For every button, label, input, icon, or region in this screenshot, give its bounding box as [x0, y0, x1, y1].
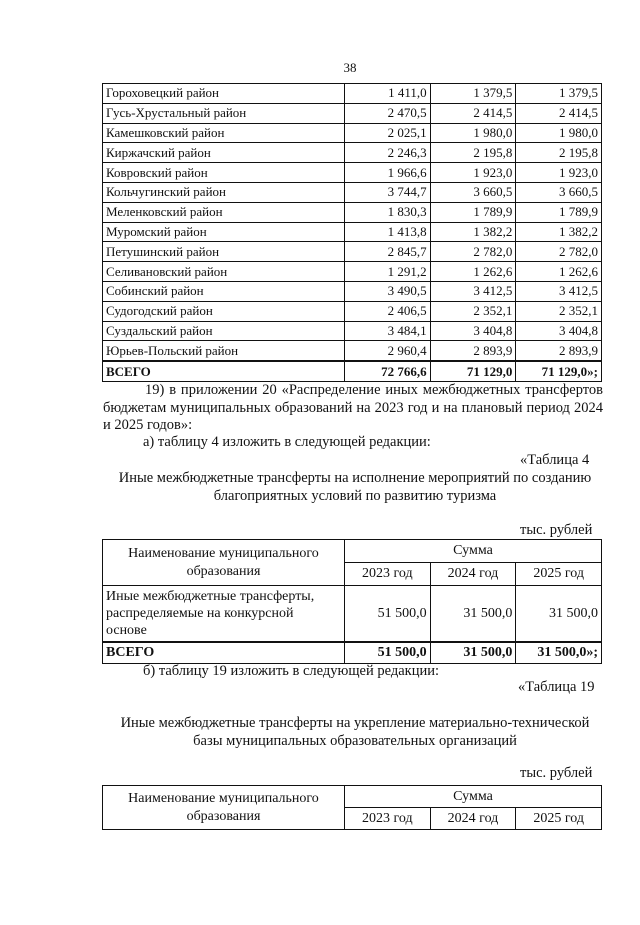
value-2024: 1 923,0 [430, 163, 516, 183]
value-2025: 1 379,5 [516, 84, 602, 104]
value-2025: 2 782,0 [516, 242, 602, 262]
value-2025: 1 789,9 [516, 202, 602, 222]
table-row [103, 84, 602, 104]
value-2024: 31 500,0 [430, 586, 516, 643]
header-municipality-line-2: образования [186, 808, 261, 824]
value-2024: 2 414,5 [430, 103, 516, 123]
table-4 [102, 539, 602, 664]
value-2025: 71 129,0»; [516, 361, 602, 381]
value-2023: 51 500,0 [345, 586, 431, 643]
table-4-caption: «Таблица 4 [520, 452, 590, 468]
value-2025: 1 382,2 [516, 222, 602, 242]
value-2025: 31 500,0 [516, 586, 602, 643]
header-year-2025: 2025 год [516, 563, 602, 586]
district-name: Меленковский район [103, 202, 345, 222]
district-name: Муромский район [103, 222, 345, 242]
row-name-line-2: распределяемые на конкурсной [106, 606, 294, 621]
table-row [103, 341, 602, 361]
district-name: Камешковский район [103, 123, 345, 143]
table-19-caption: «Таблица 19 [518, 679, 595, 695]
value-2024: 2 195,8 [430, 143, 516, 163]
district-name: Ковровский район [103, 163, 345, 183]
item-b-paragraph: б) таблицу 19 изложить в следующей редакции: [143, 663, 440, 679]
value-2025: 2 195,8 [516, 143, 602, 163]
value-2023: 2 246,3 [345, 143, 431, 163]
total-2025: 31 500,0»; [516, 642, 602, 664]
header-municipality [103, 540, 345, 586]
value-2023: 2 960,4 [345, 341, 431, 361]
table-row [103, 321, 602, 341]
table-row [103, 222, 602, 242]
table-row [103, 123, 602, 143]
value-2024: 1 262,6 [430, 262, 516, 282]
table-4-title [105, 470, 605, 505]
value-2025: 2 414,5 [516, 103, 602, 123]
value-2023: 2 406,5 [345, 301, 431, 321]
header-year-2024: 2024 год [430, 808, 516, 830]
value-2024: 71 129,0 [430, 361, 516, 381]
value-2024: 2 352,1 [430, 301, 516, 321]
value-2023: 1 830,3 [345, 202, 431, 222]
header-sum: Сумма [345, 786, 602, 808]
total-label: ВСЕГО [103, 642, 345, 664]
value-2023: 2 470,5 [345, 103, 431, 123]
district-name: Судогодский район [103, 301, 345, 321]
table-row [103, 262, 602, 282]
value-2023: 2 025,1 [345, 123, 431, 143]
district-name: Собинский район [103, 281, 345, 301]
table-19 [102, 785, 602, 830]
header-sum: Сумма [345, 540, 602, 563]
value-2024: 2 893,9 [430, 341, 516, 361]
district-name: Гороховецкий район [103, 84, 345, 104]
table-row [103, 301, 602, 321]
value-2025: 3 660,5 [516, 182, 602, 202]
value-2023: 72 766,6 [345, 361, 431, 381]
row-name-line-1: Иные межбюджетные трансферты, [106, 589, 315, 604]
value-2024: 1 382,2 [430, 222, 516, 242]
page-number: 38 [343, 60, 357, 75]
table-row [103, 103, 602, 123]
table-row [103, 182, 602, 202]
header-year-2023: 2023 год [345, 563, 431, 586]
value-2023: 1 413,8 [345, 222, 431, 242]
value-2023: 1 411,0 [345, 84, 431, 104]
value-2025: 1 980,0 [516, 123, 602, 143]
table-row [103, 163, 602, 183]
header-year-2025: 2025 год [516, 808, 602, 830]
item-19-paragraph: 19) в приложении 20 «Распределение иных межбюджетных трансфертов бюджетам муниципальных образований на 2023 год и на плановый период 2024 и 2025 годов»: [103, 382, 603, 433]
value-2025: 3 404,8 [516, 321, 602, 341]
value-2025: 2 893,9 [516, 341, 602, 361]
district-name: Селивановский район [103, 262, 345, 282]
value-2024: 3 660,5 [430, 182, 516, 202]
value-2025: 1 923,0 [516, 163, 602, 183]
value-2023: 2 845,7 [345, 242, 431, 262]
value-2025: 3 412,5 [516, 281, 602, 301]
item-a-paragraph: а) таблицу 4 изложить в следующей редакции: [143, 434, 431, 450]
value-2024: 1 789,9 [430, 202, 516, 222]
table-row [103, 143, 602, 163]
table-4-title-line-2: благоприятных условий по развитию туризма [213, 487, 497, 504]
value-2023: 3 490,5 [345, 281, 431, 301]
table-row [103, 242, 602, 262]
total-row [103, 361, 602, 381]
district-name: Петушинский район [103, 242, 345, 262]
table-4-units: тыс. рублей [520, 522, 593, 538]
table-19-units: тыс. рублей [520, 765, 593, 781]
district-name: Гусь-Хрустальный район [103, 103, 345, 123]
value-2025: 2 352,1 [516, 301, 602, 321]
header-municipality-line-2: образования [186, 563, 261, 579]
value-2024: 3 404,8 [430, 321, 516, 341]
table-row [103, 281, 602, 301]
total-2023: 51 500,0 [345, 642, 431, 664]
value-2023: 3 744,7 [345, 182, 431, 202]
value-2024: 3 412,5 [430, 281, 516, 301]
header-municipality-line-1: Наименование муниципального [128, 545, 319, 561]
value-2024: 1 980,0 [430, 123, 516, 143]
value-2023: 3 484,1 [345, 321, 431, 341]
district-name: Суздальский район [103, 321, 345, 341]
table-row [103, 202, 602, 222]
row-name-line-3: основе [106, 623, 147, 638]
header-municipality [103, 786, 345, 830]
value-2023: 1 291,2 [345, 262, 431, 282]
districts-table [102, 83, 602, 382]
district-name: Кольчугинский район [103, 182, 345, 202]
value-2024: 2 782,0 [430, 242, 516, 262]
table-19-title-line-2: базы муниципальных образовательных организаций [193, 732, 517, 749]
value-2023: 1 966,6 [345, 163, 431, 183]
total-2024: 31 500,0 [430, 642, 516, 664]
row-name [103, 586, 345, 643]
table-19-title-line-1: Иные межбюджетные трансферты на укрепление материально-технической [120, 715, 590, 731]
table-19-title [105, 715, 605, 750]
header-year-2023: 2023 год [345, 808, 431, 830]
district-name: ВСЕГО [103, 361, 345, 381]
value-2024: 1 379,5 [430, 84, 516, 104]
table-4-title-line-1: Иные межбюджетные трансферты на исполнение мероприятий по созданию [118, 470, 592, 486]
header-municipality-line-1: Наименование муниципального [128, 790, 319, 806]
value-2025: 1 262,6 [516, 262, 602, 282]
header-year-2024: 2024 год [430, 563, 516, 586]
district-name: Юрьев-Польский район [103, 341, 345, 361]
district-name: Киржачский район [103, 143, 345, 163]
